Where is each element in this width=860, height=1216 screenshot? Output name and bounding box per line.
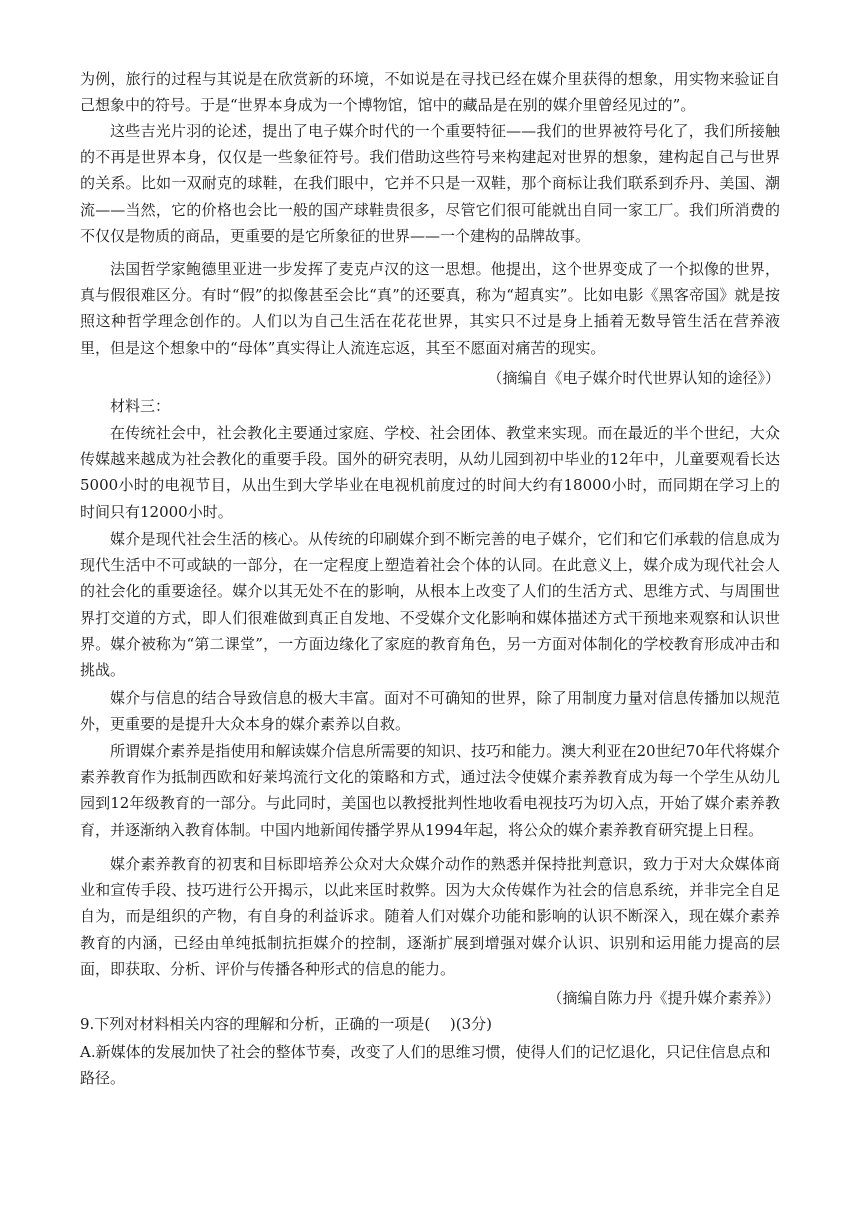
source-citation: （摘编自陈力丹《提升媒介素养》） bbox=[547, 989, 780, 1007]
paragraph-baudrillard bbox=[80, 256, 780, 361]
paragraph-media-literacy-goals bbox=[80, 851, 780, 982]
paragraph-social-education bbox=[80, 420, 780, 525]
question-9 bbox=[80, 1011, 780, 1037]
body-paragraph: 这些吉光片羽的论述，提出了电子媒介时代的一个重要特征——我们的世界被符号化了，我们所接触的不再是世界本身，仅仅是一些象征符号。我们借助这些符号来构建起对世界的想象，建构起自己与世界的关系。比如一双耐克的球鞋，在我们眼中，它并不只是一双鞋，那个商标让我们联系到乔丹、美国、潮流——当然，它的价格也会比一般的国产球鞋贵很多，尽管它们很可能就出自同一家工厂。我们所消费的不仅仅是物质的商品，更重要的是它所象征的世界——一个建构的品牌故事。 bbox=[80, 122, 780, 245]
body-paragraph: 媒介与信息的结合导致信息的极大丰富。面对不可确知的世界，除了用制度力量对信息传播加以规范外，更重要的是提升大众本身的媒介素养以自救。 bbox=[80, 689, 780, 734]
paragraph-information-richness bbox=[80, 685, 780, 737]
question-stem: 9.下列对材料相关内容的理解和分析，正确的一项是( )(3分) bbox=[80, 1015, 493, 1033]
body-paragraph: 法国哲学家鲍德里亚进一步发挥了麦克卢汉的这一思想。他提出，这个世界变成了一个拟像的世界，真与假很难区分。有时“假”的拟像甚至会比“真”的还要真，称为“超真实”。比如电影《黑客帝国》就是按照这种哲学理念创作的。人们以为自己生活在花花世界，其实只不过是身上插着无数导管生活在营养液里，但是这个想象中的“母体”真实得让人流连忘返，其至不愿面对痛苦的现实。 bbox=[80, 260, 780, 357]
paragraph-media-core bbox=[80, 526, 780, 683]
paragraph-symbol-world bbox=[80, 118, 780, 249]
body-paragraph: 为例，旅行的过程与其说是在欣赏新的环境，不如说是在寻找已经在媒介里获得的想象，用实物来验证自己想象中的符号。于是“世界本身成为一个博物馆，馆中的藏品是在别的媒介里曾经见过的”。 bbox=[80, 70, 780, 115]
paragraph-media-literacy-definition bbox=[80, 738, 780, 843]
section-label: 材料三： bbox=[110, 397, 171, 415]
paragraph-museum-quote bbox=[80, 66, 780, 118]
source-note-2 bbox=[80, 985, 780, 1011]
source-citation: （摘编自《电子媒介时代世界认知的途径》） bbox=[487, 369, 780, 387]
material-three-label bbox=[80, 393, 780, 419]
source-note-1 bbox=[80, 365, 780, 391]
body-paragraph: 媒介素养教育的初衷和目标即培养公众对大众媒介动作的熟悉并保持批判意识，致力于对大众媒体商业和宣传手段、技巧进行公开揭示，以此来匡时救弊。因为大众传媒作为社会的信息系统，并非完全自足自为，而是组织的产物，有自身的利益诉求。随着人们对媒介功能和影响的认识不断深入，现在媒介素养教育的内涵，已经由单纯抵制抗拒媒介的控制，逐渐扩展到增强对媒介认识、识别和运用能力提高的层面，即获取、分析、评价与传播各种形式的信息的能力。 bbox=[80, 855, 780, 978]
answer-option: A.新媒体的发展加快了社会的整体节奏，改变了人们的思维习惯，使得人们的记忆退化，只记住信息点和路径。 bbox=[80, 1043, 771, 1088]
body-paragraph: 媒介是现代社会生活的核心。从传统的印刷媒介到不断完善的电子媒介，它们和它们承载的信息成为现代生活中不可或缺的一部分，在一定程度上塑造着社会个体的认同。在此意义上，媒介成为现代社会人的社会化的重要途径。媒介以其无处不在的影响，从根本上改变了人们的生活方式、思维方式、与周围世界打交道的方式，即人们很难做到真正自发地、不受媒介文化影响和媒体描述方式干预地来观察和认识世界。媒介被称为“第二课堂”，一方面边缘化了家庭的教育角色，另一方面对体制化的学校教育形成冲击和挑战。 bbox=[80, 530, 780, 680]
body-paragraph: 所谓媒介素养是指使用和解读媒介信息所需要的知识、技巧和能力。澳大利亚在20世纪70年代将媒介素养教育作为抵制西欧和好莱坞流行文化的策略和方式，通过法令使媒介素养教育成为每一个学生从幼儿园到12年级教育的一部分。与此同时，美国也以教授批判性地收看电视技巧为切入点，开始了媒介素养教育，并逐渐纳入教育体制。中国内地新闻传播学界从1994年起，将公众的媒介素养教育研究提上日程。 bbox=[80, 742, 780, 839]
body-paragraph: 在传统社会中，社会教化主要通过家庭、学校、社会团体、教堂来实现。而在最近的半个世纪，大众传媒越来越成为社会教化的重要手段。国外的研究表明，从幼儿园到初中毕业的12年中，儿童要观看长达5000小时的电视节目，从出生到大学毕业在电视机前度过的时间大约有18000小时，而同期在学习上的时间只有12000小时。 bbox=[80, 424, 780, 521]
question-9-option-a bbox=[80, 1039, 780, 1091]
